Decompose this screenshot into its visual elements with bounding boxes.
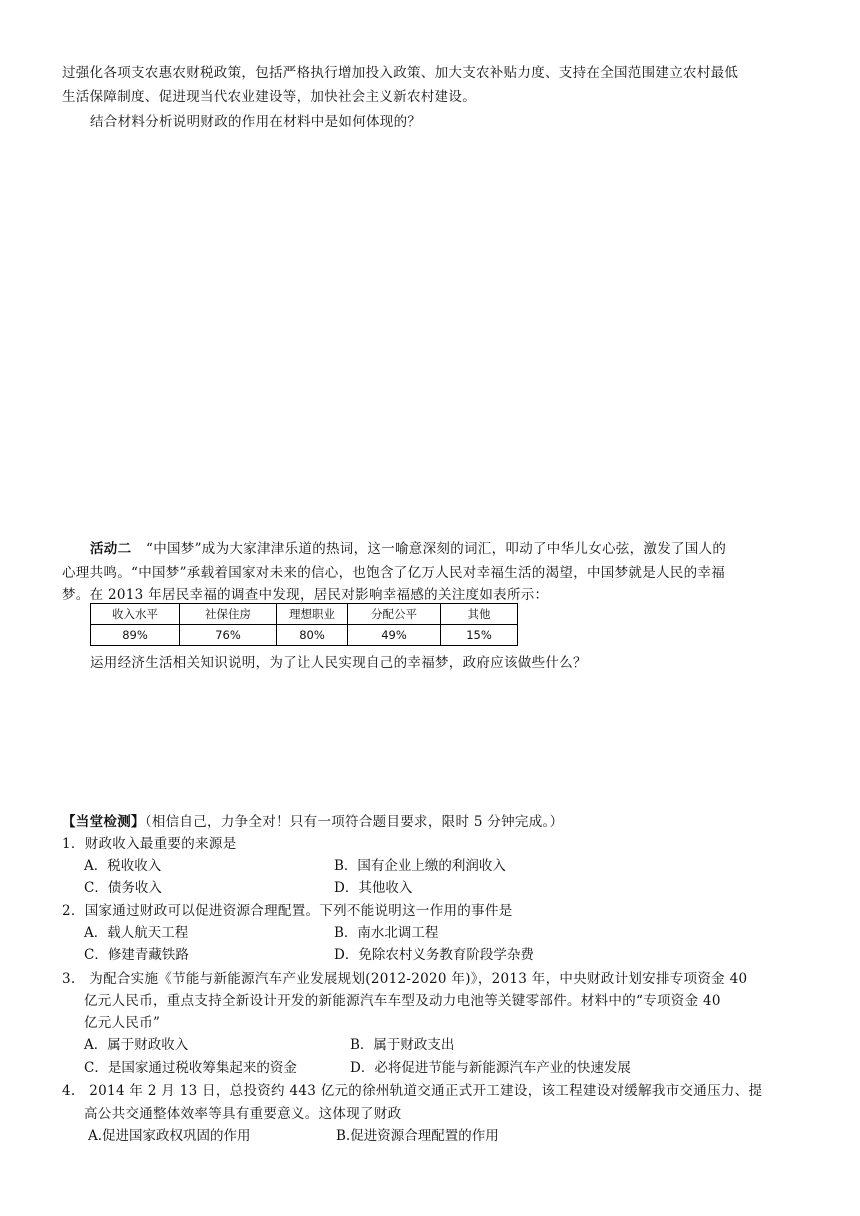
q2-option-b: B．南水北调工程	[334, 925, 439, 941]
activity2-line-3: 梦。在 2013 年居民幸福的调查中发现，居民对影响幸福感的关注度如表所示：	[62, 587, 549, 603]
quiz-header	[62, 812, 563, 832]
q1-option-c: C．债务收入	[84, 880, 162, 896]
survey-table-header-row	[91, 604, 518, 625]
q4-option-a: A.促进国家政权巩固的作用	[88, 1128, 251, 1144]
activity2-line-1	[90, 539, 726, 559]
q3-option-d: D．必将促进节能与新能源汽车产业的快速发展	[350, 1060, 631, 1076]
survey-header-cell: 其他	[441, 604, 518, 625]
survey-table-value-row	[91, 625, 518, 646]
q1-stem: 1．财政收入最重要的来源是	[62, 836, 237, 852]
intro-paragraph-line-1: 过强化各项支农惠农财税政策，包括严格执行增加投入政策、加大支农补贴力度、支持在全国范围建立农村最低	[62, 65, 739, 81]
survey-value-cell: 76%	[180, 625, 277, 646]
activity2-line-2: 心理共鸣。“中国梦”承载着国家对未来的信心，也饱含了亿万人民对幸福生活的渴望，中国梦就是人民的幸福	[62, 565, 726, 581]
activity2-question: 运用经济生活相关知识说明，为了让人民实现自己的幸福梦，政府应该做些什么？	[90, 655, 587, 671]
survey-header-cell: 理想职业	[277, 604, 348, 625]
q2-option-c: C．修建青藏铁路	[84, 947, 189, 963]
q3-stem-line-3: 亿元人民币”	[84, 1015, 161, 1031]
survey-value-cell: 89%	[91, 625, 180, 646]
survey-header-cell: 收入水平	[91, 604, 180, 625]
q2-option-d: D．免除农村义务教育阶段学杂费	[334, 947, 534, 963]
q2-option-a: A．载人航天工程	[84, 925, 189, 941]
survey-table	[90, 603, 518, 646]
quiz-instruction: （相信自己，力争全对！只有一项符合题目要求，限时 5 分钟完成。）	[144, 814, 564, 830]
survey-value-cell: 15%	[441, 625, 518, 646]
survey-value-cell: 49%	[348, 625, 441, 646]
intro-question: 结合材料分析说明财政的作用在材料中是如何体现的？	[90, 114, 422, 130]
survey-header-cell: 分配公平	[348, 604, 441, 625]
q1-option-d: D．其他收入	[334, 880, 413, 896]
activity2-text-1: “中国梦”成为大家津津乐道的热词，这一喻意深刻的词汇，叩动了中华儿女心弦，激发了国人的	[146, 541, 727, 557]
q1-option-b: B．国有企业上缴的利润收入	[334, 858, 506, 874]
q4-option-b: B.促进资源合理配置的作用	[336, 1128, 499, 1144]
survey-header-cell: 社保住房	[180, 604, 277, 625]
intro-paragraph-line-2: 生活保障制度、促进现当代农业建设等，加快社会主义新农村建设。	[62, 89, 476, 105]
q4-stem-line-1: 4. 2014 年 2 月 13 日，总投资约 443 亿元的徐州轨道交通正式开工建设，该工程建设对缓解我市交通压力、提	[62, 1083, 763, 1099]
q3-option-b: B．属于财政支出	[350, 1037, 455, 1053]
activity2-label: 活动二	[90, 541, 132, 557]
q2-stem: 2．国家通过财政可以促进资源合理配置。下列不能说明这一作用的事件是	[62, 903, 513, 919]
q3-option-a: A．属于财政收入	[84, 1037, 189, 1053]
q3-stem-line-2: 亿元人民币，重点支持全新设计开发的新能源汽车车型及动力电池等关键零部件。材料中的“专项资金 40	[84, 993, 721, 1009]
q4-stem-line-2: 高公共交通整体效率等具有重要意义。这体现了财政	[84, 1106, 402, 1122]
survey-value-cell: 80%	[277, 625, 348, 646]
quiz-title: 【当堂检测】	[62, 814, 145, 830]
q1-option-a: A．税收收入	[84, 858, 162, 874]
q3-stem-line-1: 3. 为配合实施《节能与新能源汽车产业发展规划(2012-2020 年)》，2013 年，中央财政计划安排专项资金 40	[62, 971, 748, 987]
q3-option-c: C．是国家通过税收筹集起来的资金	[84, 1060, 297, 1076]
